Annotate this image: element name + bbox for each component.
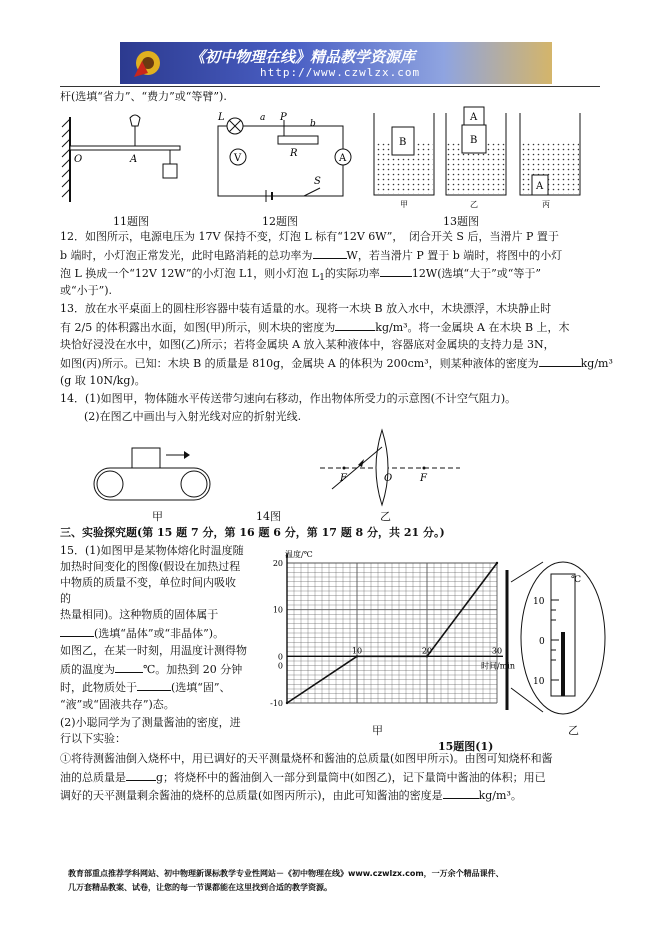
data-point xyxy=(286,702,288,704)
figure-12-circuit xyxy=(208,112,358,207)
x-tick-label: 30 xyxy=(491,646,503,656)
thermo-tick-3: 10 xyxy=(533,677,545,687)
sunflower-logo-icon xyxy=(128,43,168,83)
thermo-tick-2: 0 xyxy=(539,637,545,647)
f12-label-b: b xyxy=(310,119,316,129)
q15-line2: 加热时间变化的图像(假设在加热过程 xyxy=(60,560,241,573)
q15-line7: 如图乙，在某一时刻，用温度计测得物 xyxy=(60,644,247,657)
caption-11: 11题图 xyxy=(113,215,149,228)
caption-14b: 乙 xyxy=(380,510,391,523)
x-tick-label: 10 xyxy=(351,646,363,656)
thermo-tick-1: 10 xyxy=(533,597,545,607)
f13-label-A2: A xyxy=(536,181,544,192)
q15-line1: 15．(1)如图甲是某物体熔化时温度随 xyxy=(60,544,244,557)
q12-blank1[interactable] xyxy=(313,248,347,259)
q13-line5: (g 取 10N/kg)。 xyxy=(60,374,146,387)
f12-label-L: L xyxy=(218,112,225,123)
q13-blank1[interactable] xyxy=(335,320,375,331)
q14-line2: (2)在图乙中画出与入射光线对应的折射光线. xyxy=(84,410,302,423)
banner-title: 《初中物理在线》精品教学资源库 xyxy=(190,48,416,66)
caption-14a: 甲 xyxy=(152,510,163,523)
f13-label-jia: 甲 xyxy=(400,200,408,209)
q14-line1: 14．(1)如图甲，物体随水平传送带匀速向右移动，作出物体所受力的示意图(不计空气阻力)。 xyxy=(60,392,517,405)
f11-label-A: A xyxy=(130,154,138,165)
figure-11-lever xyxy=(60,112,190,207)
footer-line2: 几万套精品教案、试卷，让您的每一节课都能在这里找到合适的教学资源。 xyxy=(68,883,332,892)
lens-label-F2: F xyxy=(420,473,427,484)
y-tick-label: 10 xyxy=(272,605,283,615)
q12-blank2[interactable] xyxy=(380,266,412,277)
q15-line3: 中物质的质量不变，单位时间内吸收 xyxy=(60,576,236,589)
q12-line4: 或“小于”). xyxy=(60,284,113,297)
header-rule xyxy=(60,86,600,87)
q13-line3: 块恰好浸没在水中，如图(乙)所示；若将金属块 A 放入某种液体中，容器底对金属块的支持力是 3N， xyxy=(60,338,555,351)
f13-label-B1: B xyxy=(399,137,407,148)
banner-url: http://www.czwlzx.com xyxy=(260,66,421,79)
f12-label-a: a xyxy=(260,113,266,123)
q15-line4: 的 xyxy=(60,592,71,605)
q15-blank1[interactable] xyxy=(60,626,94,637)
q15-line5: 热量相同)。这种物质的固体属于 xyxy=(60,608,219,621)
caption-15: 15题图(1) xyxy=(438,740,494,753)
f12-label-R: R xyxy=(290,148,298,159)
thermo-unit: ℃ xyxy=(571,575,582,585)
origin-label: 0 xyxy=(277,661,283,671)
q13-line1: 13．放在水平桌面上的圆柱形容器中装有适量的水。现将一木块 B 放入水中，木块漂浮，木块静止时 xyxy=(60,302,552,315)
caption-15a: 甲 xyxy=(372,724,383,737)
x-axis-label: 时间/min xyxy=(481,661,515,671)
data-point xyxy=(356,655,358,657)
x-tick-label: 20 xyxy=(421,646,433,656)
q15-line15: 调好的天平测量剩余酱油的烧杯的总质量(如图丙所示)，由此可知酱油的密度是 kg/m³。 xyxy=(60,789,522,802)
footer-line1: 教育部重点推荐学科网站、初中物理新课标教学专业性网站－《初中物理在线》www.czwlzx.com，一万余个精品课件、 xyxy=(68,869,504,878)
f12-label-P: P xyxy=(280,112,287,123)
caption-14: 14图 xyxy=(256,510,281,523)
f13-label-bing: 丙 xyxy=(542,200,550,209)
q13-line2: 有 2/5 的体积露出水面，如图(甲)所示，则木块的密度为 kg/m³。将一金属块 A 在木块 B 上，木 xyxy=(60,321,570,334)
figure-15-melting-chart xyxy=(265,545,515,725)
y-axis-label: 温度/℃ xyxy=(285,550,313,559)
f11-label-O: O xyxy=(74,154,83,165)
f12-label-S: S xyxy=(314,176,321,187)
f12-label-V: V xyxy=(234,153,242,164)
q12-line3: 泡 L 换成一个“12V 12W”的小灯泡 L1，则小灯泡 $L_1$的实际功率 12W(选填“大于”或“等于” xyxy=(60,267,542,284)
q15-blank2[interactable] xyxy=(115,662,143,673)
y-tick-label: -10 xyxy=(270,699,283,708)
f13-label-yi: 乙 xyxy=(470,200,478,209)
caption-12: 12题图 xyxy=(262,215,298,228)
y-tick-label: 0 xyxy=(277,652,283,662)
q15-line12: 行以下实验： xyxy=(60,732,126,745)
q12-line1: 12．如图所示，电源电压为 17V 保持不变，灯泡 L 标有“12V 6W”， 闭合开关 S 后，当滑片 P 置于 xyxy=(60,230,559,243)
site-banner xyxy=(120,42,552,84)
q15-line14: 油的总质量是 g；将烧杯中的酱油倒入一部分到量筒中(如图乙)，记下量筒中酱油的体积；用已 xyxy=(60,771,546,784)
q12-line2: b 端时，小灯泡正常发光，此时电路消耗的总功率为 W，若当滑片 P 置于 b 端时，将图中的小灯 xyxy=(60,249,563,262)
lens-label-O: O xyxy=(384,473,393,484)
q15-line11: (2)小聪同学为了测量酱油的密度，进 xyxy=(60,716,241,729)
f13-label-A1: A xyxy=(470,112,478,123)
q15-blank5[interactable] xyxy=(443,788,479,799)
q15-line9: 时，此物质处于 (选填“固”、 xyxy=(60,681,231,694)
q15-line13: ①将待测酱油倒入烧杯中，用已调好的天平测量烧杯和酱油的总质量(如图甲所示)。由图可知烧杯和酱 xyxy=(60,752,553,765)
figure-14-lens xyxy=(320,425,460,505)
caption-13: 13题图 xyxy=(443,215,479,228)
f12-label-A: A xyxy=(339,153,347,164)
q15-blank4[interactable] xyxy=(126,770,156,781)
q13-line4: 如图(丙)所示。已知：木块 B 的质量是 810g，金属块 A 的体积为 200cm³，则某种液体的密度为 kg/m³ xyxy=(60,357,613,370)
q15-line8: 质的温度为 ℃。加热到 20 分钟 xyxy=(60,663,243,676)
q15-blank3[interactable] xyxy=(137,680,171,691)
data-point xyxy=(426,655,428,657)
q13-blank2[interactable] xyxy=(539,356,581,367)
lens-label-F1: F xyxy=(340,473,347,484)
section-3-heading: 三、实验探究题(第 15 题 7 分，第 16 题 6 分，第 17 题 8 分，共 21 分。) xyxy=(60,526,445,539)
f13-label-B2: B xyxy=(470,135,478,146)
figure-14-conveyor xyxy=(94,445,214,505)
q15-line6: (选填“晶体”或“非晶体”)。 xyxy=(60,626,224,641)
q15-line10: “液”或“固液共存”)态。 xyxy=(60,698,175,711)
figure-15-thermometer xyxy=(495,560,605,720)
figure-13-containers xyxy=(372,103,592,209)
text-line: 杆(选填“省力”、“费力”或“等臂”). xyxy=(60,90,227,103)
caption-15b: 乙 xyxy=(568,724,579,737)
y-tick-label: 20 xyxy=(272,559,283,568)
